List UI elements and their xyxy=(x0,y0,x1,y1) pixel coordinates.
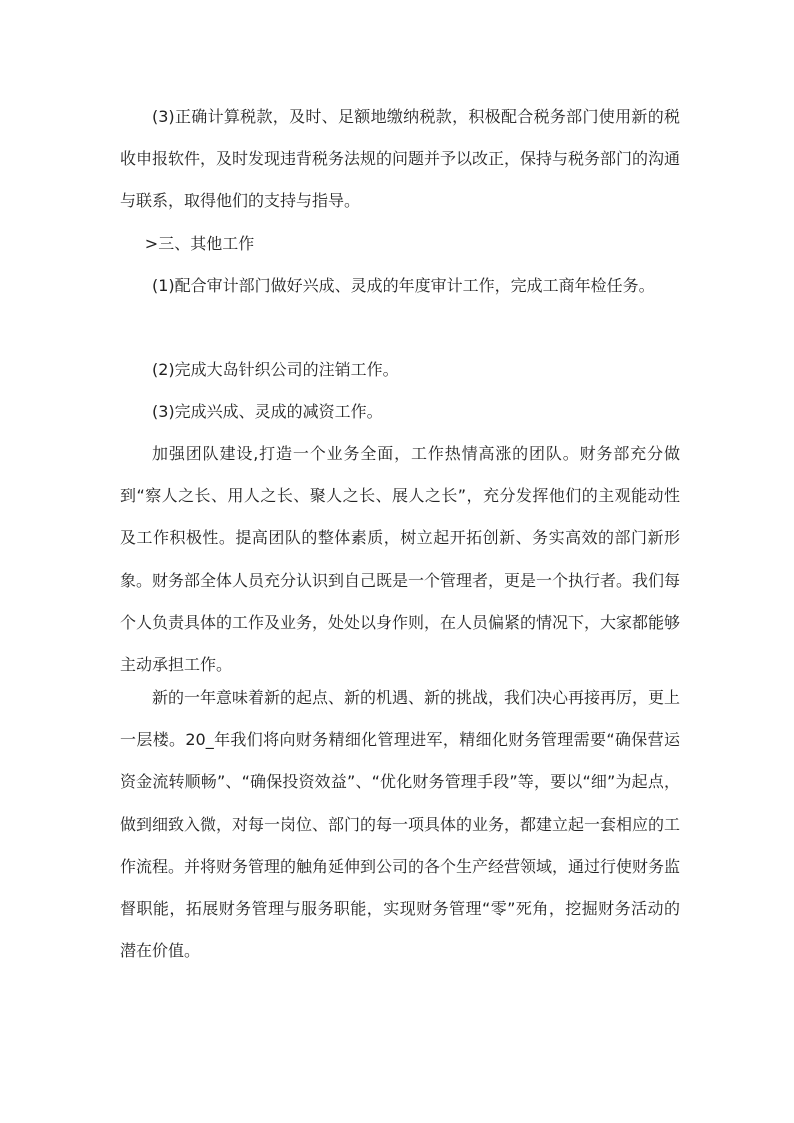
paragraph-deregistration: (2)完成大岛针织公司的注销工作。 xyxy=(152,360,399,379)
paragraph-audit-work: (1)配合审计部门做好兴成、灵成的年度审计工作，完成工商年检任务。 xyxy=(152,276,655,295)
paragraph-team-building: 加强团队建设,打造一个业务全面，工作热情高涨的团队。财务部充分做到“察人之长、用人之长、聚人之长、展人之长”，充分发挥他们的主观能动性及工作积极性。提高团队的整体素质，树立起开拓创新、务实高效的部门新形象。财务部全体人员充分认识到自己既是一个管理者，更是一个执行者。我们每个人负责具体的工作及业务，处处以身作则，在人员偏紧的情况下，大家都能够主动承担工作。 xyxy=(120,444,681,675)
paragraph-new-year-plan: 新的一年意味着新的起点、新的机遇、新的挑战，我们决心再接再厉，更上一层楼。20_年我们将向财务精细化管理进军，精细化财务管理需要“确保营运资金流转顺畅”、“确保投资效益”、“优化财务管理手段”等，要以“细”为起点，做到细致入微，对每一岗位、部门的每一项具体的业务，都建立起一套相应的工作流程。并将财务管理的触角延伸到公司的各个生产经营领域，通过行使财务监督职能，拓展财务管理与服务职能，实现财务管理“零”死角，挖掘财务活动的潜在价值。 xyxy=(120,688,681,961)
section-heading-other-work: >三、其他工作 xyxy=(144,234,255,253)
paragraph-tax-duties: (3)正确计算税款，及时、足额地缴纳税款，积极配合税务部门使用新的税收申报软件，及时发现违背税务法规的问题并予以改正，保持与税务部门的沟通与联系，取得他们的支持与指导。 xyxy=(120,107,681,211)
paragraph-capital-reduction: (3)完成兴成、灵成的减资工作。 xyxy=(152,402,383,421)
